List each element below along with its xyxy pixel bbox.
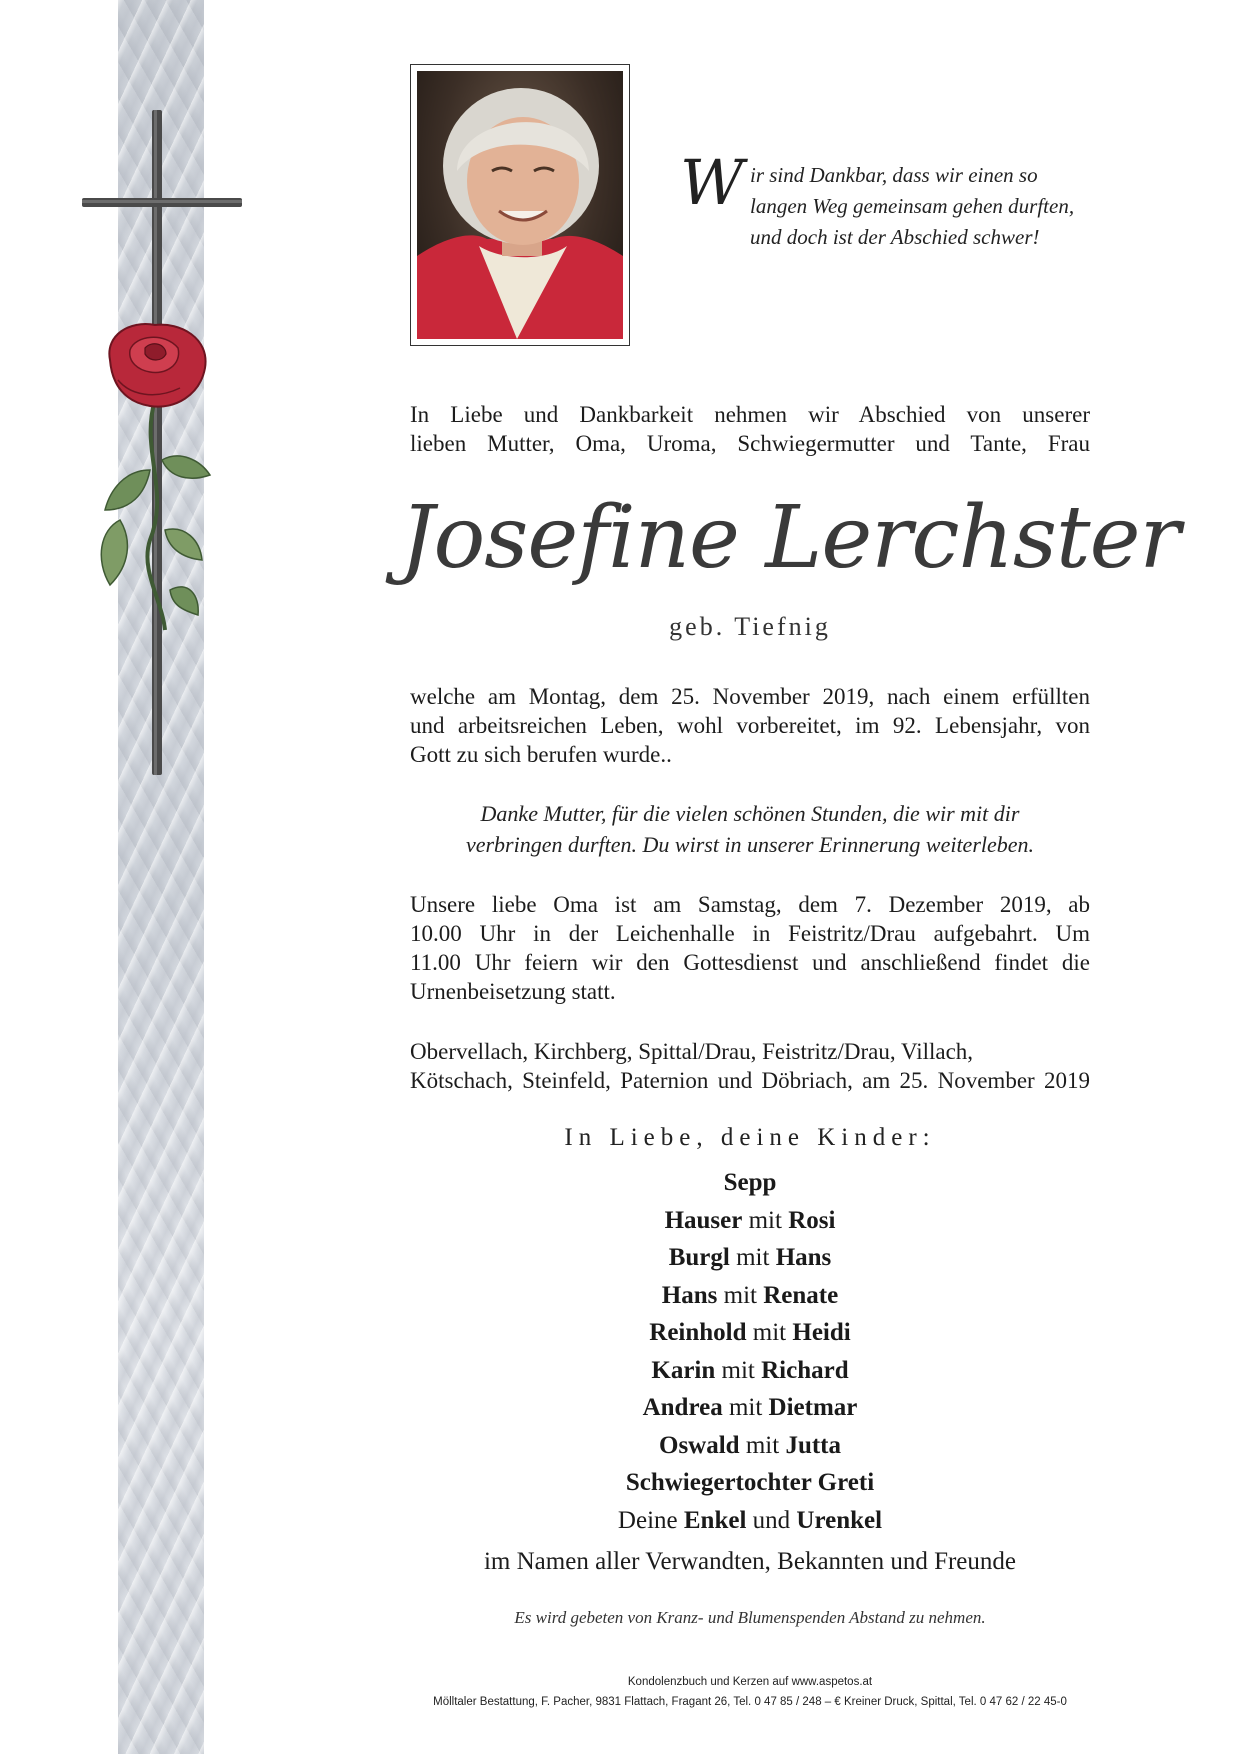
mourner-entry — [450, 1202, 1050, 1240]
intro-line: lieben Mutter, Oma, Uroma, Schwiegermutter und Tante, Frau — [410, 431, 1090, 456]
thanks-quote — [410, 798, 1090, 860]
quote-line: langen Weg gemeinsam gehen durften, — [750, 194, 1075, 218]
death-notice-line: und arbeitsreichen Leben, wohl vorbereitet, im 92. Lebensjahr, von — [410, 713, 1090, 738]
cross-with-rose-icon — [70, 110, 250, 790]
mourner-connector: mit — [728, 1394, 763, 1421]
intro-paragraph — [410, 400, 1090, 458]
mourner-name: Hans — [661, 1281, 718, 1309]
mourner-partner-name: Hans — [775, 1244, 832, 1271]
quote-initial: W — [680, 146, 744, 219]
mourner-name: Burgl — [668, 1244, 730, 1271]
death-notice-line: welche am Montag, dem 25. November 2019, nach einem erfüllten — [410, 684, 1090, 709]
mourner-partner-name: Dietmar — [768, 1394, 858, 1421]
opening-quote — [680, 146, 1100, 253]
portrait-frame — [410, 64, 630, 346]
mourner-entry — [450, 1239, 1050, 1277]
mourner-entry — [450, 1352, 1050, 1390]
mourners-heading: In Liebe, deine Kinder: — [564, 1124, 936, 1151]
death-notice-paragraph — [410, 682, 1090, 769]
maiden-name: geb. Tiefnig — [669, 612, 831, 641]
service-line: Urnenbeisetzung statt. — [410, 979, 616, 1004]
service-line: Unsere liebe Oma ist am Samstag, dem 7. Dezember 2019, ab — [410, 892, 1090, 917]
mourner-entry — [450, 1164, 1050, 1202]
footer-imprint: Mölltaler Bestattung, F. Pacher, 9831 Flattach, Fragant 26, Tel. 0 47 85 / 248 – € Kreiner Druck, Spittal, Tel. 0 47 62 / 22 45-0 — [433, 1696, 1067, 1708]
mourner-partner-name: Renate — [763, 1281, 839, 1309]
service-line: 10.00 Uhr in der Leichenhalle in Feistritz/Drau aufgebahrt. Um — [410, 921, 1090, 946]
mourner-connector: und — [752, 1506, 791, 1534]
portrait-illustration — [417, 71, 623, 339]
mourner-name: Oswald — [659, 1431, 740, 1459]
thanks-line: verbringen durften. Du wirst in unserer Erinnerung weiterleben. — [465, 832, 1035, 857]
thanks-line: Danke Mutter, für die vielen schönen Stunden, die wir mit dir — [480, 801, 1020, 826]
mourner-name: Karin — [651, 1356, 716, 1384]
quote-line: und doch ist der Abschied schwer! — [750, 225, 1040, 249]
mourner-entry — [450, 1277, 1050, 1315]
mourner-partner-name: Heidi — [792, 1319, 851, 1346]
closing-line: im Namen aller Verwandten, Bekannten und Freunde — [483, 1548, 1017, 1575]
deceased-name: Josefine Lerchster — [400, 488, 1180, 588]
mourner-name: Sepp — [723, 1169, 777, 1196]
flower-request: Es wird gebeten von Kranz- und Blumenspenden Abstand zu nehmen. — [514, 1608, 986, 1627]
intro-line: In Liebe und Dankbarkeit nehmen wir Abschied von unserer — [410, 402, 1090, 427]
mourner-connector: mit — [723, 1281, 757, 1309]
mourner-connector: mit — [748, 1206, 782, 1234]
places-line: Kötschach, Steinfeld, Paternion und Döbriach, am 25. November 2019 — [410, 1068, 1090, 1093]
mourner-connector: mit — [752, 1319, 787, 1346]
mourner-name: Urenkel — [796, 1506, 883, 1534]
mourner-name: Hauser — [664, 1206, 743, 1234]
death-notice-line: Gott zu sich berufen wurde.. — [410, 742, 672, 767]
mourner-partner-name: Jutta — [785, 1431, 841, 1459]
mourner-connector: mit — [721, 1356, 755, 1384]
mourner-partner-name: Richard — [761, 1356, 849, 1384]
mourner-entry — [450, 1389, 1050, 1427]
mourners-list — [450, 1164, 1050, 1539]
mourner-entry — [450, 1464, 1050, 1502]
service-paragraph — [410, 890, 1090, 1006]
mourner-name: Reinhold — [649, 1319, 747, 1346]
mourner-name: Schwiegertochter Greti — [625, 1469, 875, 1496]
mourner-partner-name: Rosi — [788, 1206, 836, 1234]
mourner-connector: mit — [736, 1244, 770, 1271]
quote-line: ir sind Dankbar, dass wir einen so — [750, 163, 1038, 187]
places-line: Obervellach, Kirchberg, Spittal/Drau, Feistritz/Drau, Villach, — [410, 1039, 974, 1064]
mourner-connector: mit — [745, 1431, 780, 1459]
mourner-name: Andrea — [642, 1394, 723, 1421]
mourner-name: Enkel — [683, 1506, 747, 1534]
footer-condolence: Kondolenzbuch und Kerzen auf www.aspetos.at — [627, 1676, 873, 1688]
service-line: 11.00 Uhr feiern wir den Gottesdienst und anschließend findet die — [410, 950, 1090, 975]
mourner-entry — [450, 1314, 1050, 1352]
places-paragraph — [410, 1037, 1090, 1095]
portrait-photo — [417, 71, 623, 339]
mourner-prefix: Deine — [617, 1506, 678, 1534]
mourner-entry-grandchildren — [450, 1502, 1050, 1540]
mourner-entry — [450, 1427, 1050, 1465]
